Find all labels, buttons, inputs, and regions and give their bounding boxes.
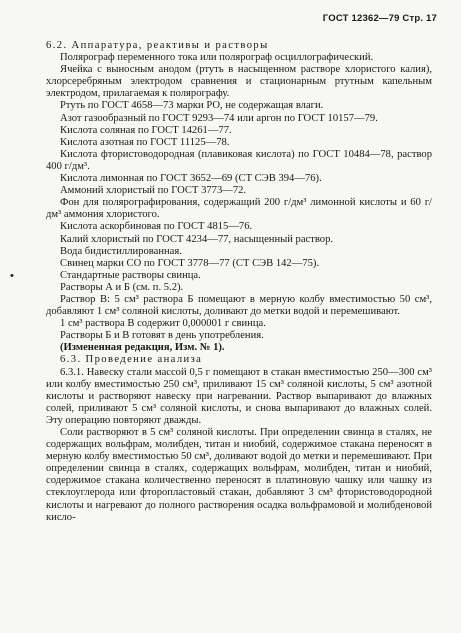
margin-mark: • (10, 270, 14, 282)
paragraph: Калий хлористый по ГОСТ 4234—77, насыщенный раствор. (60, 233, 334, 245)
paragraph: Кислота лимонная по ГОСТ 3652—69 (СТ СЭВ 394—76). (60, 173, 322, 185)
paragraph: Аммоний хлористый по ГОСТ 3773—72. (60, 185, 247, 197)
paragraph: Раствор В: 5 см³ раствора Б помещают в мерную колбу вместимостью 50 см³, добавляют 1 см³ соляной кислоты, доливают до метки водой и перемешивают. (46, 293, 432, 318)
paragraph: Полярограф переменного тока или полярограф осциллографический. (60, 52, 374, 64)
paragraph: Ртуть по ГОСТ 4658—73 марки РО, не содержащая влаги. (60, 100, 324, 112)
paragraph: Ячейка с выносным анодом (ртуть в насыщенном растворе хлористого калия), хлорсеребряным электродом сравнения и стационарным ртутным капельным электродом, прилагаемая к полярографу. (46, 64, 432, 100)
paragraph: 6.3. Проведение анализа (60, 354, 203, 366)
paragraph: Кислота фтористоводородная (плавиковая кислота) по ГОСТ 10484—78, раствор 400 г/дм³. (46, 148, 432, 172)
paragraph: 6.3.1. Навеску стали массой 0,5 г помещают в стакан вместимостью 250—300 см³ или колбу вместимостью 250 см³, приливают 15 см³ соляной кислоты, 5 см³ азотной кислоты и растворяют навеску при нагревании. Раствор выпаривают до влажных солей, приливают 5 см³ соляной кислоты, и снова выпаривают до влажных солей. Эту операцию повторяют дважды. (46, 366, 432, 426)
paragraph: Азот газообразный по ГОСТ 9293—74 или аргон по ГОСТ 10157—79. (60, 112, 378, 124)
paragraph: 6.2. Аппаратура, реактивы и растворы (46, 40, 269, 51)
paragraph: Растворы Б и В готовят в день употребления. (60, 330, 264, 342)
paragraph: Соли растворяют в 5 см³ соляной кислоты. При определении свинца в сталях, не содержащих вольфрам, молибден, титан и ниобий, содержимое стакана переносят в мерную колбу вместимостью 50 см³, доливают водой до метки и перемешивают. При определении свинца в сталях, содержащих вольфрам, молибден, титан и ниобий, содержимое стакана количественно переносят в платиновую чашку или чашку из стеклоуглерода или фторопластовый стакан, добавляют 3 см³ фтористоводородной кислоты и нагревают до полного растворения осадка вольфрамовой и молибденовой кисло- (46, 427, 432, 523)
paragraph: Фон для полярографирования, содержащий 200 г/дм³ лимонной кислоты и 60 г/дм³ аммония хлористого. (46, 197, 432, 221)
paragraph: Кислота азотная по ГОСТ 11125—78. (60, 136, 230, 148)
paragraph: Свинец марки СО по ГОСТ 3778—77 (СТ СЭВ 142—75). (60, 257, 320, 269)
document-body (46, 40, 432, 524)
paragraph: (Измененная редакция, Изм. № 1). (60, 342, 225, 354)
paragraph: Вода бидистиллированная. (60, 245, 182, 257)
paragraph: Стандартные растворы свинца. (60, 269, 201, 281)
paragraph: 1 см³ раствора В содержит 0,000001 г свинца. (60, 318, 266, 330)
paragraph: Растворы А и Б (см. п. 5.2). (60, 281, 184, 293)
paragraph: Кислота аскорбиновая по ГОСТ 4815—76. (60, 221, 253, 233)
paragraph: Кислота соляная по ГОСТ 14261—77. (60, 124, 232, 136)
page-header: ГОСТ 12362—79 Стр. 17 (322, 13, 437, 24)
